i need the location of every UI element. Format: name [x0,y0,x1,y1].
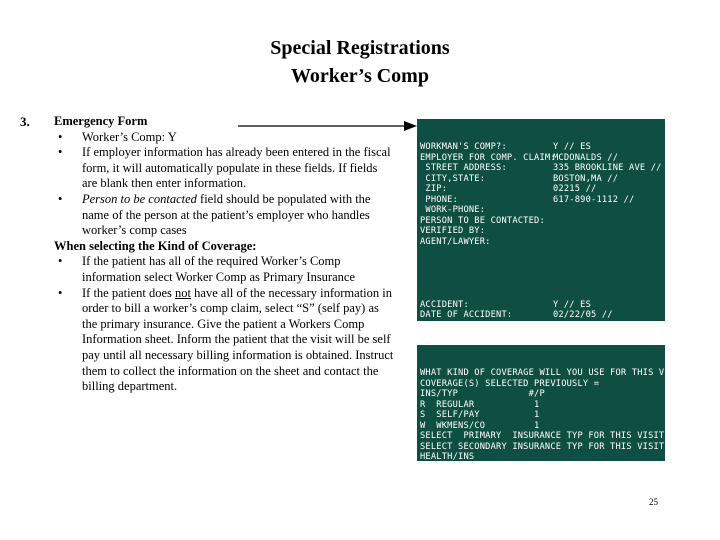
slide-subtitle: Worker’s Comp [291,65,429,87]
bullet-text: If employer information has already been entered in the fiscal form, it will automatically populate in these fields. If fields are blank then enter information. [82,145,391,191]
terminal-field-value: BOSTON,MA // [553,173,619,184]
bullet-dot: • [58,191,63,206]
bullet-item [54,254,394,285]
bullet-item [54,145,394,192]
terminal-field-label: VERIFIED BY: [420,226,486,236]
terminal-field-value: 1 // WORK RELATED [553,331,651,341]
terminal-field-value: MCDONALDS // [553,152,619,163]
terminal-field-value: 335 BROOKLINE AVE // [553,163,662,173]
terminal-field-label: PERSON TO BE CONTACTED: [420,215,545,226]
terminal-line: HI1: 01001 SELF PAY TYPE> // [420,462,600,473]
terminal-row [420,331,665,342]
terminal-line: R REGULAR 1 [420,399,540,410]
terminal-row [420,205,665,216]
terminal-line: SELECT PRIMARY INSURANCE TYP FOR THIS VISIT :S [420,431,681,441]
terminal-screen-workers-comp [417,119,665,341]
terminal-field-label: PHONE: [420,194,459,205]
terminal-field-label: ACCIDENT: [420,299,469,310]
terminal-field-label: WORKMAN'S COMP?: [420,142,507,152]
bullet-text-underline: not [175,285,192,300]
terminal-row [420,184,665,195]
terminal-field-label: EU ACC OCCURENCE CODES: [420,331,545,341]
terminal-field-label: DATE OF ACCIDENT: [420,310,513,320]
terminal-field-value: 02215 // [553,184,597,194]
terminal-line: HEALTH/INS [420,452,475,462]
bullet-text: If the patient does [82,285,176,300]
terminal-line: INS/TYP #/P [420,389,545,399]
terminal-line: W WKMENS/CO 1 [420,420,540,431]
terminal-field-label: STREET ADDRESS: [420,163,507,173]
terminal-field-value: Y // ES [553,299,592,310]
terminal-row [420,163,665,174]
arrow-right-icon [238,119,418,133]
terminal-field-value: Y // ES [553,142,592,152]
terminal-row [420,216,665,227]
terminal-row [420,321,665,332]
slide-title: Special Registrations [270,37,450,59]
bullet-text: Worker’s Comp: Y [82,129,177,144]
bullet-dot: • [58,145,63,160]
terminal-screen-coverage [417,345,687,473]
terminal-field-label: EMPLOYER FOR COMP. CLAIM: [420,152,556,163]
item-number: 3. [20,114,30,129]
emergency-form-heading: Emergency Form [54,114,148,128]
bullet-dot: • [58,285,63,300]
terminal-row [420,153,665,164]
terminal-row [420,195,665,206]
terminal-row [420,142,665,153]
coverage-subheading: When selecting the Kind of Coverage: [54,238,257,253]
terminal-row [420,300,665,311]
terminal-row [420,174,665,185]
terminal-line: WHAT KIND OF COVERAGE WILL YOU USE FOR THIS VISIT [420,368,687,378]
terminal-row [420,237,665,248]
terminal-field-value: 02/22/05 // [553,310,613,320]
terminal-field-label: ZIP: [420,184,448,194]
terminal-row [420,226,665,237]
terminal-field-label: CITY,STATE: [420,173,486,184]
page-number: 25 [649,497,658,507]
bullet-text: field should be populated with the name of the person at the patient’s employer who handles worker’s comp cases [82,191,371,238]
bullet-text: have all of the necessary information in order to bill a worker’s comp claim, select “S” (self pay) as the primary insurance. Give the patient a Workers Comp Information sheet. Inform the patient that the visit will be self pay until all necessary billing information is obtained. Instruct them to collect the information on the sheet and contact the billing department. [82,285,394,394]
terminal-field-label: AGENT/LAWYER: [420,236,491,247]
terminal-field-label: WORK-PHONE: [420,205,486,215]
instructions-text [54,114,394,395]
bullet-dot: • [58,129,63,144]
terminal-line: COVERAGE(S) SELECTED PREVIOUSLY = [420,378,600,389]
bullet-item [54,286,394,395]
terminal-row [420,310,665,321]
bullet-dot: • [58,254,63,269]
terminal-field-label: TIME OF ACCIDENT: [420,320,513,331]
terminal-line: SELECT SECONDARY INSURANCE TYP FOR THIS VISIT : [420,441,676,452]
bullet-item [54,192,394,239]
terminal-line: S SELF/PAY 1 [420,410,540,420]
terminal-field-value: 617-890-1112 // [553,194,635,205]
bullet-text: If the patient has all of the required Worker’s Comp information select Worker Comp as Primary Insurance [82,254,355,284]
bullet-text-italic: Person to be contacted [82,191,197,206]
terminal-field-value: 1200 // [553,320,592,331]
